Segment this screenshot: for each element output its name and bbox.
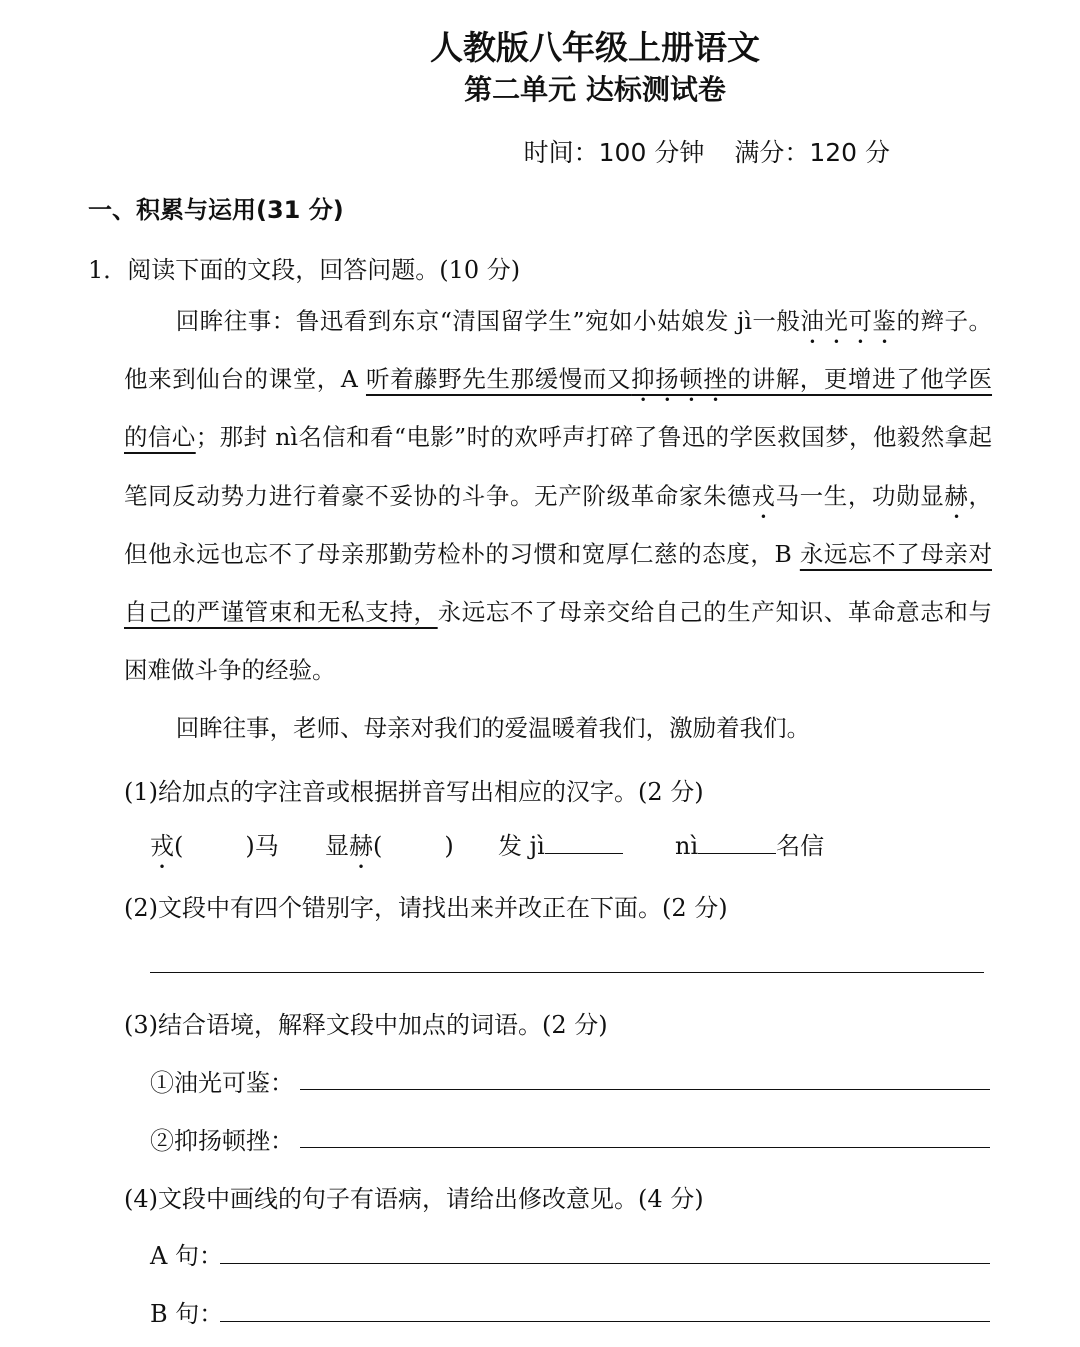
dotted-word: 油光可鉴 [800, 307, 897, 335]
underlined-sentence-a: 听着藤野先生那缓慢而又抑扬顿挫的讲解，更增进了他学医的信心 [124, 365, 993, 452]
subquestion-4-prompt: (4)文段中画线的句子有语病，请给出修改意见。(4 分) [124, 1185, 704, 1213]
dotted-char: 戎 [751, 481, 776, 510]
reading-passage [124, 292, 992, 758]
answer-line-3a[interactable] [300, 1089, 990, 1090]
passage-paragraph-1: 回眸往事：鲁迅看到东京“清国留学生”宛如小姑娘发 jì一般油光可鉴的辫子。他来到仙台的课堂，A 听着藤野先生那缓慢而又抑扬顿挫的讲解，更增进了他学医的信心；那封 nì名信和看“电影”时的欢呼声打碎了鲁迅的学医救国梦，他毅然拿起笔同反动势力进行着豪不妥协的斗争。无产阶级革命家朱德戎马一生，功勋显赫，但他永远也忘不了母亲那勤劳检朴的习惯和宽厚仁慈的态度，B 永远忘不了母亲对自己的严谨管束和无私支持，永远忘不了母亲交给自己的生产知识、革命意志和与困难做斗争的经验。 [124, 307, 993, 685]
subquestion-1-prompt: (1)给加点的字注音或根据拼音写出相应的汉字。(2 分) [124, 778, 704, 806]
exam-meta [524, 133, 890, 169]
passage-paragraph-2: 回眸往事，老师、母亲对我们的爱温暖着我们，激励着我们。 [175, 714, 811, 743]
subquestion-2-prompt: (2)文段中有四个错别字，请找出来并改正在下面。(2 分) [124, 894, 728, 922]
paper-subtitle: 第二单元 达标测试卷 [464, 73, 726, 106]
answer-blank[interactable] [545, 833, 623, 854]
time-limit: 时间：100 分钟 [523, 138, 705, 167]
paper-title: 人教版八年级上册语文 [430, 28, 760, 67]
answer-blank[interactable] [698, 833, 776, 854]
dotted-char: 赫 [944, 481, 969, 510]
subquestion-3-prompt: (3)结合语境，解释文段中加点的词语。(2 分) [124, 1011, 608, 1039]
answer-line-4a[interactable] [220, 1263, 990, 1264]
section-heading: 一、积累与运用(31 分) [88, 196, 344, 224]
underlined-sentence-b: 永远忘不了母亲对自己的严谨管束和无私支持， [124, 539, 992, 627]
answer-line-2[interactable] [150, 972, 984, 973]
pinyin-item-3: 发 jì [498, 826, 623, 861]
pinyin-item-2: 显赫( ) [325, 832, 454, 860]
answer-line-4b[interactable] [220, 1321, 990, 1322]
question-1-stem: 1．阅读下面的文段，回答问题。(10 分) [88, 256, 521, 284]
full-score: 满分：120 分 [734, 138, 890, 167]
dotted-word: 抑扬顿挫 [631, 365, 728, 394]
answer-line-3b[interactable] [300, 1147, 990, 1148]
pinyin-item-1: 戎( )马 [150, 832, 279, 860]
term-1-label: ①油光可鉴： [150, 1069, 294, 1097]
sentence-b-label: B 句： [150, 1300, 224, 1328]
pinyin-item-4: nì 名信 [675, 832, 825, 860]
sentence-a-label: A 句： [150, 1242, 223, 1270]
term-2-label: ②抑扬顿挫： [150, 1127, 294, 1155]
